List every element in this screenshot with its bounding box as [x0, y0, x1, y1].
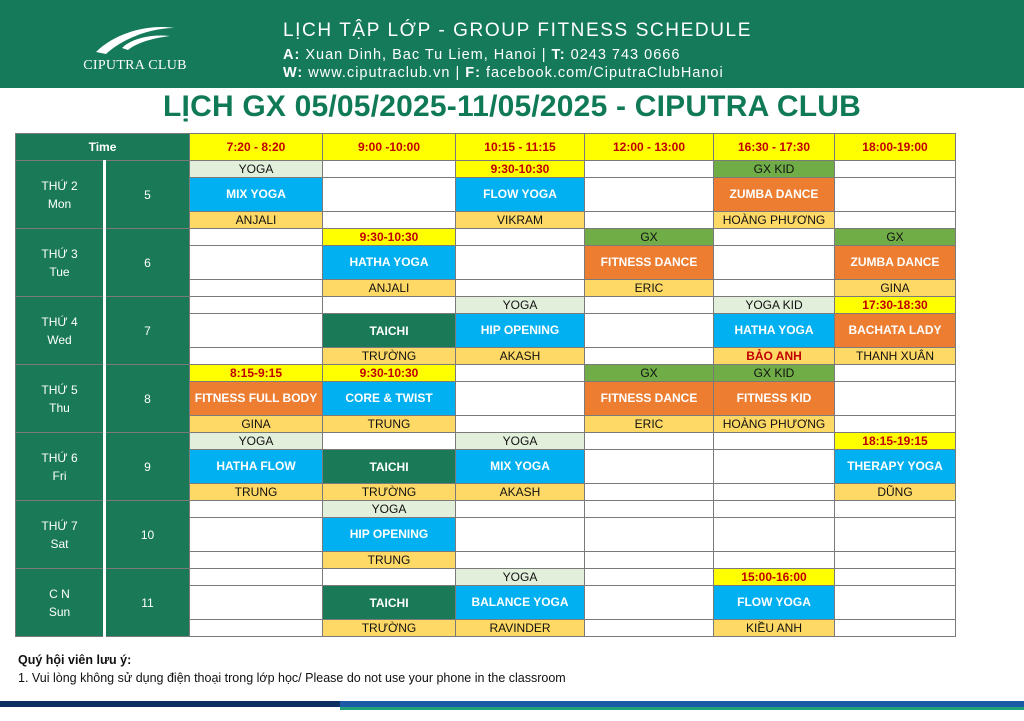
- day-name-vi: THỨ 3: [41, 246, 78, 261]
- footer-stripe-green: [340, 707, 1024, 710]
- instructor-cell: [456, 552, 585, 569]
- day-label-row: [16, 297, 956, 314]
- instructor-cell: [835, 620, 956, 637]
- day-name-en: Sat: [50, 536, 69, 551]
- instructor-cell: THANH XUÂN: [835, 348, 956, 365]
- class-name-cell: FITNESS FULL BODY: [190, 382, 323, 416]
- class-type-label: [323, 161, 456, 178]
- instructor-cell: TRUNG: [323, 552, 456, 569]
- day-name-en: Fri: [52, 468, 67, 483]
- date-number-cell: 6: [105, 229, 190, 297]
- date-number-cell: 8: [105, 365, 190, 433]
- class-name-cell: HATHA YOGA: [323, 246, 456, 280]
- class-type-label: 9:30-10:30: [456, 161, 585, 178]
- class-type-label: GX: [585, 365, 714, 382]
- footer-bar: [0, 701, 1024, 721]
- class-name-cell: [456, 382, 585, 416]
- instructor-cell: HOÀNG PHƯƠNG: [714, 416, 835, 433]
- instructor-cell: [714, 280, 835, 297]
- class-type-label: YOGA: [323, 501, 456, 518]
- class-name-cell: [835, 518, 956, 552]
- instructor-cell: [190, 348, 323, 365]
- instructor-cell: [585, 620, 714, 637]
- time-header-row: [16, 134, 956, 161]
- class-type-label: [190, 501, 323, 518]
- instructor-cell: [456, 416, 585, 433]
- class-name-cell: FLOW YOGA: [714, 586, 835, 620]
- class-name-cell: MIX YOGA: [456, 450, 585, 484]
- instructor-cell: HOÀNG PHƯƠNG: [714, 212, 835, 229]
- day-name-en: Wed: [47, 332, 72, 347]
- class-name-cell: ZUMBA DANCE: [835, 246, 956, 280]
- class-type-label: [190, 569, 323, 586]
- class-name-cell: BALANCE YOGA: [456, 586, 585, 620]
- class-name-cell: [190, 314, 323, 348]
- time-slot-header: 7:20 - 8:20: [190, 134, 323, 161]
- class-name-cell: [456, 518, 585, 552]
- instructor-cell: ERIC: [585, 280, 714, 297]
- instructor-cell: [835, 212, 956, 229]
- logo-text: CIPUTRA CLUB: [83, 58, 187, 73]
- class-name-cell: FITNESS DANCE: [585, 246, 714, 280]
- facebook-link[interactable]: facebook.com/CiputraClubHanoi: [485, 65, 724, 81]
- instructor-cell: [835, 416, 956, 433]
- instructor-cell: BẢO ANH: [714, 348, 835, 365]
- class-type-label: YOGA: [456, 297, 585, 314]
- class-name-cell: HATHA FLOW: [190, 450, 323, 484]
- class-type-label: YOGA: [456, 569, 585, 586]
- class-type-label: [585, 297, 714, 314]
- day-name-cell: [16, 433, 105, 501]
- footer-stripe-navy: [0, 701, 340, 707]
- day-name-cell: [16, 161, 105, 229]
- instructor-cell: RAVINDER: [456, 620, 585, 637]
- date-number-cell: 7: [105, 297, 190, 365]
- day-label-row: [16, 229, 956, 246]
- day-name-en: Thu: [49, 400, 70, 415]
- time-slot-header: 9:00 -10:00: [323, 134, 456, 161]
- swoosh-icon: [92, 18, 178, 58]
- instructor-cell: AKASH: [456, 484, 585, 501]
- class-name-cell: [585, 450, 714, 484]
- class-type-label: [714, 229, 835, 246]
- day-label-row: [16, 365, 956, 382]
- class-name-cell: BACHATA LADY: [835, 314, 956, 348]
- time-slot-header: 18:00-19:00: [835, 134, 956, 161]
- class-type-label: [835, 365, 956, 382]
- class-type-label: YOGA: [190, 161, 323, 178]
- class-name-cell: [835, 382, 956, 416]
- class-type-label: [456, 229, 585, 246]
- class-name-cell: FITNESS DANCE: [585, 382, 714, 416]
- instructor-cell: ERIC: [585, 416, 714, 433]
- class-name-cell: [835, 178, 956, 212]
- instructor-cell: [323, 212, 456, 229]
- time-header: Time: [16, 134, 190, 161]
- header-title: LỊCH TẬP LỚP - GROUP FITNESS SCHEDULE: [283, 20, 752, 41]
- day-name-cell: [16, 365, 105, 433]
- separator: |: [541, 47, 547, 63]
- header-address-line: [283, 47, 680, 63]
- ciputra-logo: [70, 18, 200, 78]
- class-name-cell: [585, 314, 714, 348]
- class-type-label: [585, 433, 714, 450]
- time-slot-header: 10:15 - 11:15: [456, 134, 585, 161]
- address-key: A:: [283, 47, 301, 63]
- instructor-cell: DŨNG: [835, 484, 956, 501]
- instructor-cell: GINA: [835, 280, 956, 297]
- class-name-cell: [585, 586, 714, 620]
- instructor-cell: TRUNG: [190, 484, 323, 501]
- day-name-vi: THỨ 6: [41, 450, 78, 465]
- class-type-label: [323, 433, 456, 450]
- class-type-label: GX KID: [714, 161, 835, 178]
- instructor-cell: [190, 552, 323, 569]
- instructor-cell: TRƯỜNG: [323, 348, 456, 365]
- class-name-cell: [190, 586, 323, 620]
- class-type-label: GX: [585, 229, 714, 246]
- class-name-cell: ZUMBA DANCE: [714, 178, 835, 212]
- instructor-cell: TRƯỜNG: [323, 484, 456, 501]
- class-type-label: 9:30-10:30: [323, 229, 456, 246]
- day-label-row: [16, 433, 956, 450]
- separator: |: [455, 65, 461, 81]
- instructor-cell: TRUNG: [323, 416, 456, 433]
- class-name-cell: [585, 178, 714, 212]
- day-label-row: [16, 501, 956, 518]
- instructor-cell: ANJALI: [190, 212, 323, 229]
- class-name-cell: TAICHI: [323, 586, 456, 620]
- day-name-vi: THỨ 2: [41, 178, 78, 193]
- address-text: Xuan Dinh, Bac Tu Liem, Hanoi: [305, 47, 537, 63]
- instructor-cell: AKASH: [456, 348, 585, 365]
- class-name-cell: CORE & TWIST: [323, 382, 456, 416]
- class-type-label: 9:30-10:30: [323, 365, 456, 382]
- class-type-label: [456, 365, 585, 382]
- day-label-row: [16, 161, 956, 178]
- instructor-cell: VIKRAM: [456, 212, 585, 229]
- class-name-cell: [585, 518, 714, 552]
- time-slot-header: 16:30 - 17:30: [714, 134, 835, 161]
- day-name-vi: THỨ 5: [41, 382, 78, 397]
- facebook-key: F:: [465, 65, 481, 81]
- instructor-cell: [190, 280, 323, 297]
- instructor-cell: [585, 552, 714, 569]
- class-type-label: [835, 501, 956, 518]
- day-label-row: [16, 569, 956, 586]
- day-name-en: Mon: [47, 196, 72, 211]
- class-type-label: [456, 501, 585, 518]
- time-slot-header: 12:00 - 13:00: [585, 134, 714, 161]
- class-type-label: YOGA: [456, 433, 585, 450]
- day-name-vi: THỨ 7: [41, 518, 78, 533]
- web-key: W:: [283, 65, 304, 81]
- instructor-cell: [190, 620, 323, 637]
- phone-key: T:: [551, 47, 566, 63]
- schedule-table: [15, 133, 956, 637]
- day-name-cell: [16, 569, 105, 637]
- class-name-cell: [714, 246, 835, 280]
- class-type-label: [585, 569, 714, 586]
- class-type-label: [835, 569, 956, 586]
- class-name-cell: [323, 178, 456, 212]
- class-name-cell: HIP OPENING: [323, 518, 456, 552]
- instructor-cell: KIỀU ANH: [714, 620, 835, 637]
- day-name-vi: THỨ 4: [41, 314, 78, 329]
- class-name-cell: [835, 586, 956, 620]
- class-type-label: 15:00-16:00: [714, 569, 835, 586]
- date-number-cell: 9: [105, 433, 190, 501]
- web-link[interactable]: www.ciputraclub.vn: [308, 65, 451, 81]
- header-banner: [0, 0, 1024, 88]
- class-name-cell: [714, 518, 835, 552]
- instructor-cell: [585, 484, 714, 501]
- class-name-cell: HIP OPENING: [456, 314, 585, 348]
- note-item: 1. Vui lòng không sử dụng điện thoại trong lớp học/ Please do not use your phone in the classroom: [18, 671, 566, 685]
- instructor-cell: TRƯỜNG: [323, 620, 456, 637]
- class-name-cell: MIX YOGA: [190, 178, 323, 212]
- instructor-cell: [714, 484, 835, 501]
- class-type-label: [714, 433, 835, 450]
- header-web-line: [283, 65, 724, 81]
- class-name-cell: [190, 518, 323, 552]
- class-name-cell: THERAPY YOGA: [835, 450, 956, 484]
- class-type-label: YOGA: [190, 433, 323, 450]
- class-name-cell: HATHA YOGA: [714, 314, 835, 348]
- class-name-cell: FITNESS KID: [714, 382, 835, 416]
- class-type-label: [323, 297, 456, 314]
- instructor-cell: [714, 552, 835, 569]
- class-type-label: [323, 569, 456, 586]
- class-type-label: [835, 161, 956, 178]
- instructor-cell: GINA: [190, 416, 323, 433]
- date-number-cell: 5: [105, 161, 190, 229]
- day-name-cell: [16, 501, 105, 569]
- class-type-label: [585, 501, 714, 518]
- phone-text: 0243 743 0666: [570, 47, 681, 63]
- notes-title: Quý hội viên lưu ý:: [18, 653, 132, 667]
- class-name-cell: TAICHI: [323, 450, 456, 484]
- class-type-label: [585, 161, 714, 178]
- class-type-label: [190, 229, 323, 246]
- day-name-cell: [16, 229, 105, 297]
- date-number-cell: 10: [105, 501, 190, 569]
- day-name-cell: [16, 297, 105, 365]
- day-name-en: Tue: [49, 264, 70, 279]
- page-title: LỊCH GX 05/05/2025-11/05/2025 - CIPUTRA CLUB: [163, 90, 861, 123]
- instructor-cell: [585, 212, 714, 229]
- date-number-cell: 11: [105, 569, 190, 637]
- day-name-vi: C N: [49, 586, 70, 601]
- class-type-label: 18:15-19:15: [835, 433, 956, 450]
- class-type-label: GX KID: [714, 365, 835, 382]
- class-type-label: YOGA KID: [714, 297, 835, 314]
- instructor-cell: ANJALI: [323, 280, 456, 297]
- day-name-en: Sun: [48, 604, 71, 619]
- class-name-cell: TAICHI: [323, 314, 456, 348]
- class-type-label: 8:15-9:15: [190, 365, 323, 382]
- class-type-label: GX: [835, 229, 956, 246]
- class-name-cell: [456, 246, 585, 280]
- class-type-label: [714, 501, 835, 518]
- notes-section: [18, 651, 566, 687]
- class-name-cell: [190, 246, 323, 280]
- class-name-cell: [714, 450, 835, 484]
- class-name-cell: FLOW YOGA: [456, 178, 585, 212]
- instructor-cell: [835, 552, 956, 569]
- instructor-cell: [585, 348, 714, 365]
- instructor-cell: [456, 280, 585, 297]
- class-type-label: [190, 297, 323, 314]
- class-type-label: 17:30-18:30: [835, 297, 956, 314]
